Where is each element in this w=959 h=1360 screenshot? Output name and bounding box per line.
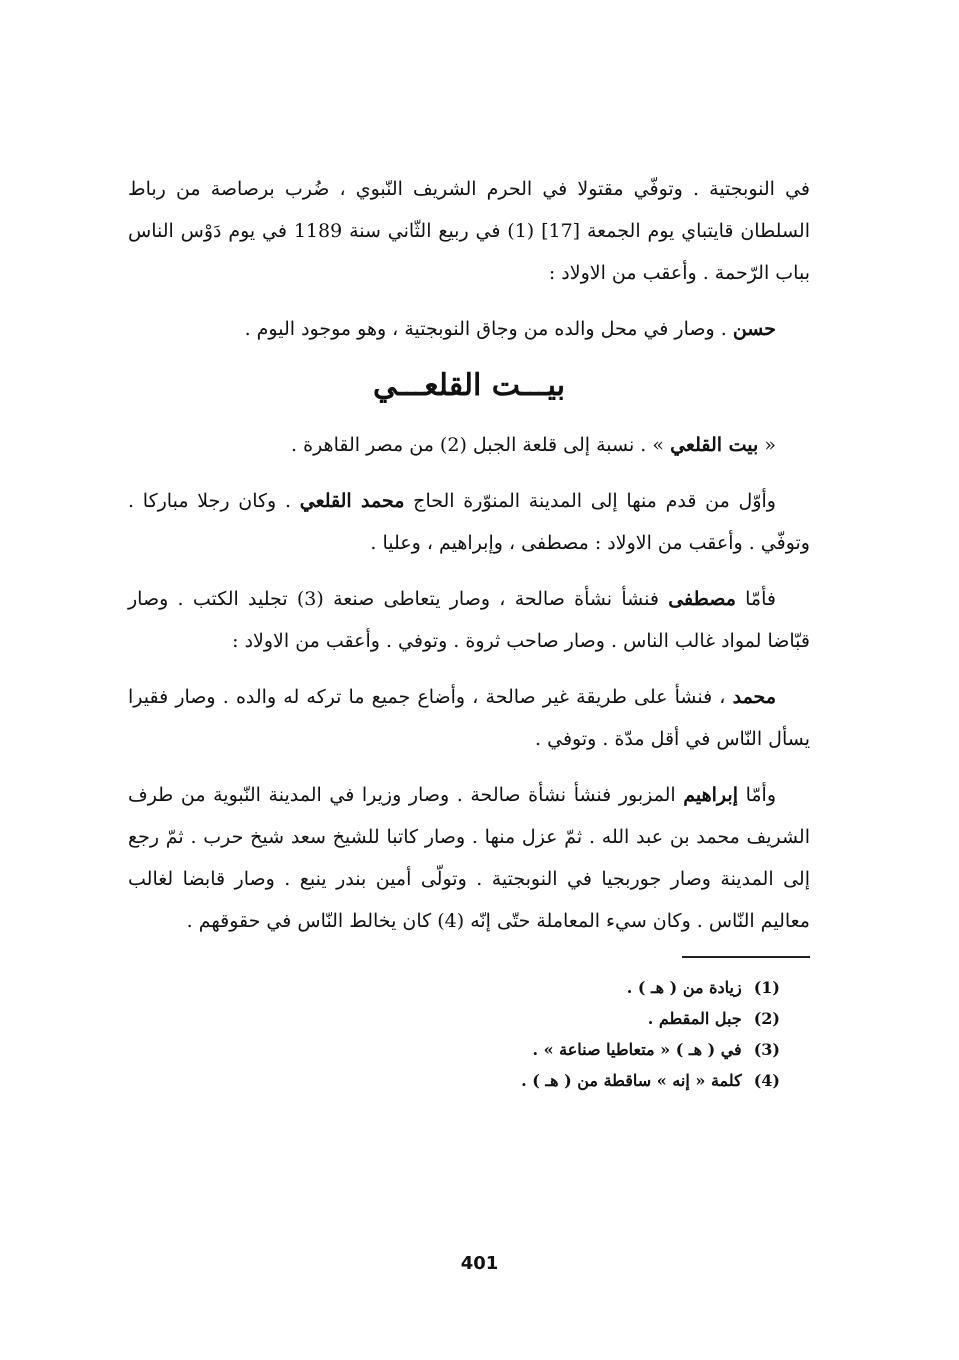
- footnote-number: (1): [753, 978, 780, 997]
- footnote-text: في ( هـ ) « متعاطيا صناعة » .: [532, 1040, 742, 1059]
- paragraph-text: وأمّا: [737, 784, 776, 806]
- paragraph-hasan: [128, 308, 810, 350]
- footnote-item: [128, 1034, 780, 1065]
- paragraph-nisba: [128, 424, 810, 466]
- footnote-text: جبل المقطم .: [647, 1009, 742, 1028]
- paragraph-mustafa: [128, 578, 810, 662]
- page-body: [128, 168, 810, 1096]
- footnote-text: كلمة « إنه » ساقطة من ( هـ ) .: [521, 1071, 742, 1090]
- paragraph-continuation: [128, 168, 810, 294]
- name-muhammad: محمد: [732, 686, 776, 708]
- paragraph-text: فنشأ نشأة صالحة ، وصار يتعاطى صنعة (3) تجليد الكتب . وصار قبّاضا لمواد غالب الناس . وصار صاحب ثروة . وتوفي . وأعقب من الاولاد :: [128, 588, 810, 652]
- page-number: 401: [460, 1253, 499, 1274]
- paragraph-text: ، فنشأ على طريقة غير صالحة ، وأضاع جميع ما تركه له والده . وصار فقيرا يسأل النّاس في أقل مدّة . وتوفي .: [128, 686, 810, 750]
- name-house-qalai: بيت القلعي: [670, 434, 759, 456]
- footnote-number: (4): [753, 1071, 780, 1090]
- footnote-text: زيادة من ( هـ ) .: [626, 978, 742, 997]
- paragraph-text: المزبور فنشأ نشأة صالحة . وصار وزيرا في المدينة النّبوية من طرف الشريف محمد بن عبد الله . ثمّ عزل منها . وصار كاتبا للشيخ سعد شيخ حرب . ثمّ رجع إلى المدينة وصار جوربجيا في النوبجتية . وتولّى أمين بندر ينبع . وصار قابضا لغالب معاليم النّاس . وكان سيء المعاملة حتّى إنّه (4) كان يخالط النّاس في حقوقهم .: [128, 784, 810, 932]
- footnote-item: [128, 1003, 780, 1034]
- footnote-number: (3): [753, 1040, 780, 1059]
- section-heading: بيـــت القلعـــي: [372, 368, 566, 403]
- footnote-number: (2): [753, 1009, 780, 1028]
- name-muhammad-qalai: محمد القلعي: [299, 490, 405, 512]
- quote-open: «: [758, 434, 776, 456]
- paragraph-muhammad: [128, 676, 810, 760]
- name-hasan: حسن: [732, 318, 776, 340]
- footnote-item: [128, 972, 780, 1003]
- paragraph-text: . وصار في محل والده من وجاق النوبجتية ، وهو موجود اليوم .: [244, 318, 733, 340]
- paragraph-text: . وكان رجلا مباركا . وتوفّي . وأعقب من الاولاد : مصطفى ، وإبراهيم ، وعليا .: [128, 490, 810, 554]
- paragraph-text: » . نسبة إلى قلعة الجبل (2) من مصر القاهرة .: [291, 434, 671, 456]
- footnote-item: [128, 1065, 780, 1096]
- paragraph-text: فأمّا: [735, 588, 776, 610]
- name-mustafa: مصطفى: [668, 588, 736, 610]
- name-ibrahim: إبراهيم: [683, 784, 738, 806]
- paragraph-text: وأوّل من قدم منها إلى المدينة المنوّرة الحاج: [404, 490, 776, 512]
- paragraph-first-arrival: [128, 480, 810, 564]
- footnote-divider: [682, 956, 810, 958]
- paragraph-text: في النوبجتية . وتوفّي مقتولا في الحرم الشريف النّبوي ، ضُرب برصاصة من رباط السلطان قايتباي يوم الجمعة [17] (1) في ربيع الثّاني سنة 1189 في يوم دَوْس الناس بباب الرّحمة . وأعقب من الاولاد :: [128, 178, 810, 284]
- paragraph-ibrahim: [128, 774, 810, 942]
- footnotes: [128, 972, 780, 1096]
